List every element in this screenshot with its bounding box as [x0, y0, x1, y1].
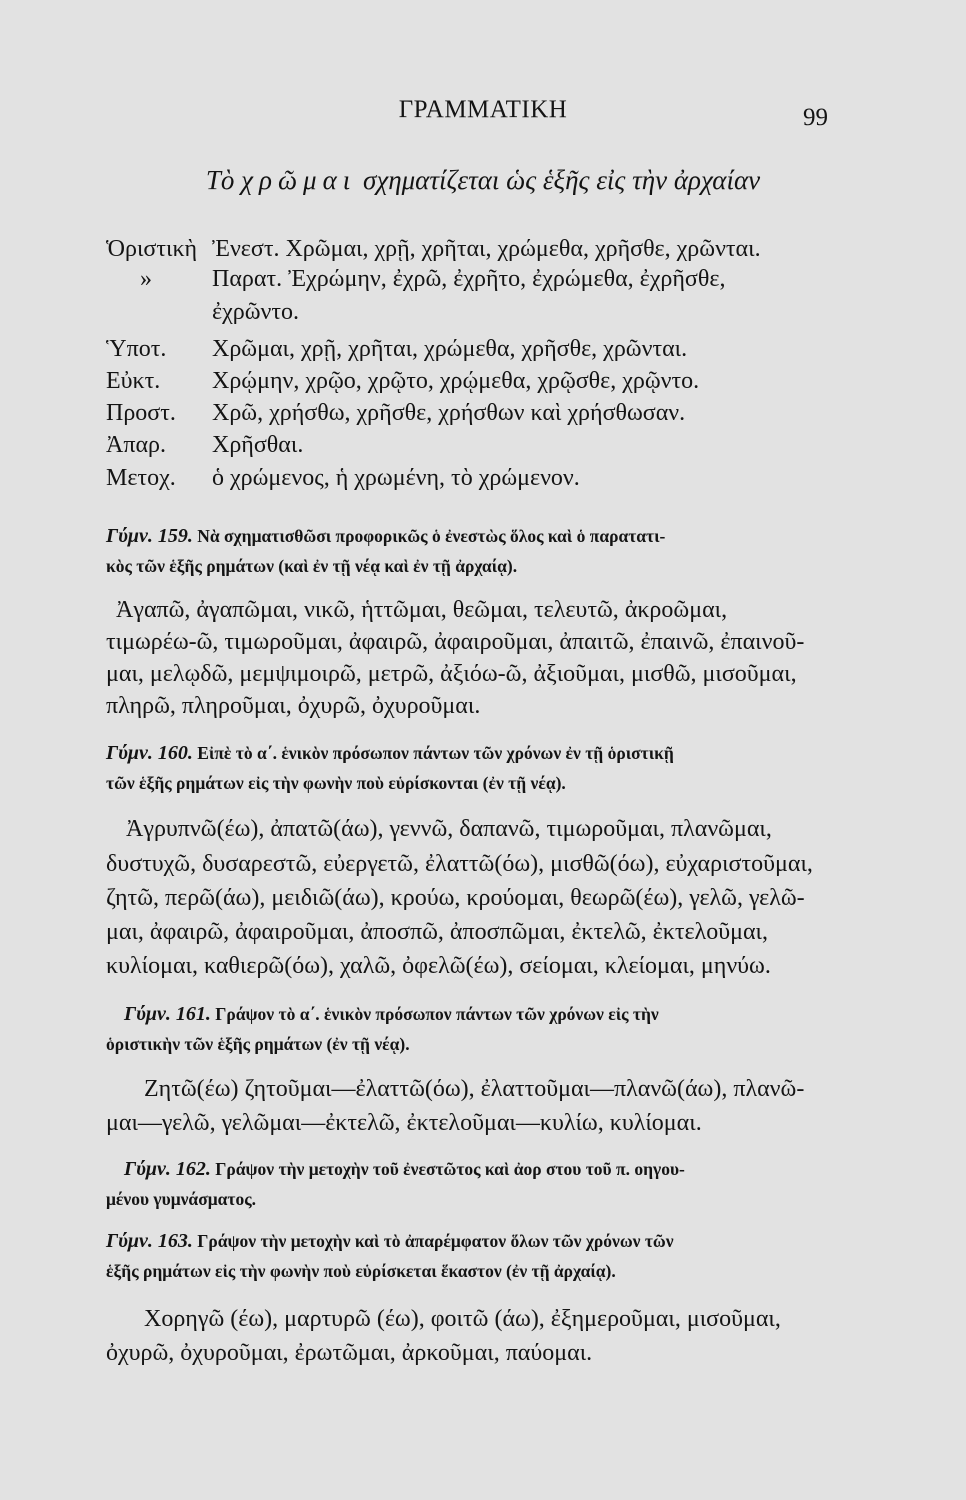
exercise-label: Γύμν. 159.	[106, 525, 193, 547]
exercise-text: ἑξῆς ρημάτων εἰς τὴν φωνὴν ποὺ εὑρίσκεται ἕκαστον (ἐν τῇ ἀρχαίᾳ).	[106, 1261, 616, 1281]
exercise-162-line	[124, 1158, 685, 1181]
paradigm-label: Ὑποτ.	[106, 336, 167, 362]
exercise-text: Γράψον τὴν μετοχὴν καὶ τὸ ἀπαρέμφατον ὅλων τῶν χρόνων τῶν	[197, 1231, 674, 1251]
paradigm-text: Ἐνεστ. Χρῶμαι, χρῇ, χρῆται, χρώμεθα, χρῆσθε, χρῶνται.	[212, 236, 761, 262]
exercise-text: Νὰ σχηματισθῶσι προφορικῶς ὁ ἐνεστὼς ὅλος καὶ ὁ παρατατι-	[197, 526, 666, 546]
exercise-body-line: Ἀγρυπνῶ(έω), ἀπατῶ(άω), γεννῶ, δαπανῶ, τιμωροῦμαι, πλανῶμαι,	[126, 816, 772, 842]
exercise-label: Γύμν. 163.	[106, 1230, 193, 1252]
paradigm-text: Χρῶμαι, χρῇ, χρῆται, χρώμεθα, χρῆσθε, χρῶνται.	[212, 336, 688, 362]
paradigm-label: Ὁριστικὴ	[106, 236, 198, 262]
exercise-body-line: κυλίομαι, καθιερῶ(όω), χαλῶ, ὀφελῶ(έω), σείομαι, κλείομαι, μηνύω.	[106, 953, 771, 979]
exercise-body-line: μαι—γελῶ, γελῶμαι—ἐκτελῶ, ἐκτελοῦμαι—κυλίω, κυλίομαι.	[106, 1110, 702, 1136]
exercise-161-line	[124, 1003, 659, 1026]
paradigm-text: Χρῶ, χρήσθω, χρῆσθε, χρήσθων καὶ χρήσθωσαν.	[212, 400, 686, 426]
heading-word: χρῶμαι	[241, 165, 357, 195]
paradigm-label: Εὐκτ.	[106, 368, 161, 394]
exercise-body-line: Ζητῶ(έω) ζητοῦμαι—ἐλαττῶ(όω), ἐλαττοῦμαι—πλανῶ(άω), πλανῶ-	[144, 1076, 805, 1102]
heading-suffix: σχηματίζεται ὡς ἑξῆς εἰς τὴν ἀρχαίαν	[356, 165, 761, 195]
exercise-body-line: ζητῶ, περῶ(άω), μειδιῶ(άω), κρούω, κρούομαι, θεωρῶ(έω), γελῶ, γελῶ-	[106, 885, 805, 911]
paradigm-text: ὁ χρώμενος, ἡ χρωμένη, τὸ χρώμενον.	[212, 465, 580, 491]
exercise-body-line: Ἀγαπῶ, ἀγαπῶμαι, νικῶ, ἡττῶμαι, θεῶμαι, τελευτῶ, ἀκροῶμαι,	[116, 597, 728, 623]
exercise-body-line: μαι, ἀφαιρῶ, ἀφαιροῦμαι, ἀποσπῶ, ἀποσπῶμαι, ἐκτελῶ, ἐκτελοῦμαι,	[106, 919, 768, 945]
exercise-label: Γύμν. 161.	[124, 1003, 211, 1025]
exercise-text: Εἰπὲ τὸ α΄. ἑνικὸν πρόσωπον πάντων τῶν χρόνων ἐν τῇ ὁριστικῇ	[197, 743, 674, 763]
exercise-text: κὸς τῶν ἑξῆς ρημάτων (καὶ ἐν τῇ νέᾳ καὶ ἐν τῇ ἀρχαίᾳ).	[106, 556, 518, 576]
exercise-text: μένου γυμνάσματος.	[106, 1189, 256, 1209]
paradigm-text: Παρατ. Ἐχρώμην, ἐχρῶ, ἐχρῆτο, ἐχρώμεθα, ἐχρῆσθε,	[212, 266, 726, 292]
running-title: ΓΡΑΜΜΑΤΙΚΗ	[398, 96, 568, 123]
exercise-body-line: δυστυχῶ, δυσαρεστῶ, εὐεργετῶ, ἐλαττῶ(όω), μισθῶ(όω), εὐχαριστοῦμαι,	[106, 851, 813, 877]
heading-prefix: Τὸ	[205, 165, 242, 195]
exercise-160-line	[106, 742, 674, 765]
exercise-159-line	[106, 525, 665, 548]
exercise-163-line	[106, 1230, 674, 1253]
section-heading	[0, 165, 966, 196]
exercise-body-line: ὀχυρῶ, ὀχυροῦμαι, ἐρωτῶμαι, ἀρκοῦμαι, παύομαι.	[106, 1340, 593, 1366]
exercise-body-line: μαι, μελῳδῶ, μεμψιμοιρῶ, μετρῶ, ἀξιόω-ῶ, ἀξιοῦμαι, μισθῶ, μισοῦμαι,	[106, 661, 797, 687]
exercise-body-line: Χορηγῶ (έω), μαρτυρῶ (έω), φοιτῶ (άω), ἐξημεροῦμαι, μισοῦμαι,	[144, 1306, 781, 1332]
paradigm-text: ἐχρῶντο.	[212, 299, 299, 325]
paradigm-text: Χρῆσθαι.	[212, 432, 304, 458]
paradigm-label: Μετοχ.	[106, 465, 176, 491]
exercise-text: ὁριστικὴν τῶν ἑξῆς ρημάτων (ἐν τῇ νέᾳ).	[106, 1034, 410, 1054]
exercise-body-line: τιμωρέω-ῶ, τιμωροῦμαι, ἀφαιρῶ, ἀφαιροῦμαι, ἀπαιτῶ, ἐπαινῶ, ἐπαινοῦ-	[106, 629, 805, 655]
paradigm-label: »	[140, 266, 152, 292]
paradigm-text: Χρῴμην, χρῷο, χρῷτο, χρῴμεθα, χρῷσθε, χρῷντο.	[212, 368, 700, 394]
paradigm-label: Ἀπαρ.	[106, 432, 166, 458]
exercise-text: Γράψον τὴν μετοχὴν τοῦ ἐνεστῶτος καὶ ἀορ στου τοῦ π. οηγου-	[215, 1159, 685, 1179]
exercise-text: Γράψον τὸ α΄. ἑνικὸν πρόσωπον πάντων τῶν χρόνων εἰς τὴν	[215, 1004, 659, 1024]
exercise-body-line: πληρῶ, πληροῦμαι, ὀχυρῶ, ὀχυροῦμαι.	[106, 693, 481, 719]
exercise-label: Γύμν. 160.	[106, 742, 193, 764]
exercise-text: τῶν ἑξῆς ρημάτων εἰς τὴν φωνὴν ποὺ εὑρίσκονται (ἐν τῇ νέᾳ).	[106, 773, 566, 793]
paradigm-label: Προστ.	[106, 400, 176, 426]
page-number: 99	[803, 104, 828, 131]
exercise-label: Γύμν. 162.	[124, 1158, 211, 1180]
